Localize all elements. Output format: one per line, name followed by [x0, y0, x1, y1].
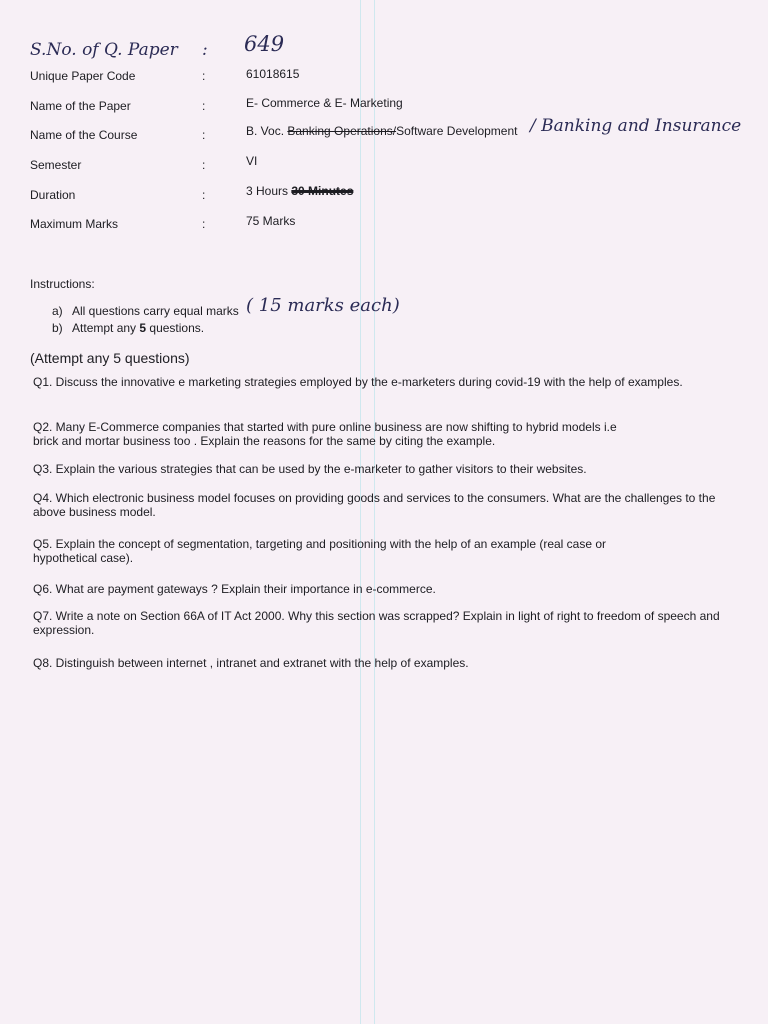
- handwritten-sno-colon: :: [202, 40, 208, 60]
- duration-struck-text: 30 Minutes: [291, 184, 354, 198]
- instruction-marker: b): [52, 321, 63, 335]
- instruction-item: [52, 304, 239, 318]
- course-suffix: Software Development: [396, 124, 518, 138]
- handwritten-sno-value: 649: [244, 32, 285, 56]
- paper-code: 61018615: [246, 67, 300, 81]
- question-1: Q1. Discuss the innovative e marketing strategies employed by the e-marketers during covid-19 with the help of examples.: [33, 375, 683, 389]
- meta-label: Unique Paper Code: [30, 69, 136, 83]
- duration: [246, 184, 353, 198]
- course-prefix: B. Voc.: [246, 124, 288, 138]
- course-struck-text: Banking Operations/: [287, 124, 397, 138]
- handwritten-sno-label: S.No. of Q. Paper: [30, 40, 178, 60]
- instruction-item: [52, 321, 204, 335]
- handwritten-marks-note: ( 15 marks each): [246, 295, 400, 316]
- paper-name: E- Commerce & E- Marketing: [246, 96, 403, 110]
- semester: VI: [246, 154, 258, 168]
- meta-colon: :: [202, 99, 206, 113]
- meta-label: Name of the Paper: [30, 99, 131, 113]
- handwritten-course-addition: / Banking and Insurance: [530, 116, 742, 136]
- meta-colon: :: [202, 69, 206, 83]
- question-6: Q6. What are payment gateways ? Explain their importance in e-commerce.: [33, 582, 436, 596]
- duration-value: 3 Hours: [246, 184, 292, 198]
- meta-colon: :: [202, 158, 206, 172]
- instruction-marker: a): [52, 304, 63, 318]
- section-heading: (Attempt any 5 questions): [30, 350, 190, 366]
- meta-colon: :: [202, 128, 206, 142]
- question-7: Q7. Write a note on Section 66A of IT Act 2000. Why this section was scrapped? Explain in light of right to freedom of speech and expression.: [33, 609, 720, 637]
- question-8: Q8. Distinguish between internet , intranet and extranet with the help of examples.: [33, 656, 469, 670]
- question-5: Q5. Explain the concept of segmentation, targeting and positioning with the help of an example (real case or hypothetical case).: [33, 537, 607, 565]
- meta-label: Duration: [30, 188, 76, 202]
- meta-label: Semester: [30, 158, 82, 172]
- instruction-text: All questions carry equal marks: [72, 304, 239, 318]
- question-2: Q2. Many E-Commerce companies that started with pure online business are now shifting to hybrid models i.e brick and mortar business too . Explain the reasons for the same by citing the example.: [33, 420, 617, 448]
- max-marks: 75 Marks: [246, 214, 296, 228]
- instructions-title: Instructions:: [30, 277, 95, 291]
- question-4: Q4. Which electronic business model focuses on providing goods and services to the consumers. What are the challenges to the above business model.: [33, 491, 716, 519]
- meta-colon: :: [202, 217, 206, 231]
- instruction-text: Attempt any 5 questions.: [72, 321, 205, 335]
- meta-label: Maximum Marks: [30, 217, 119, 231]
- course-name: [246, 124, 518, 138]
- meta-label: Name of the Course: [30, 128, 138, 142]
- meta-colon: :: [202, 188, 206, 202]
- question-3: Q3. Explain the various strategies that can be used by the e-marketer to gather visitors to their websites.: [33, 462, 587, 476]
